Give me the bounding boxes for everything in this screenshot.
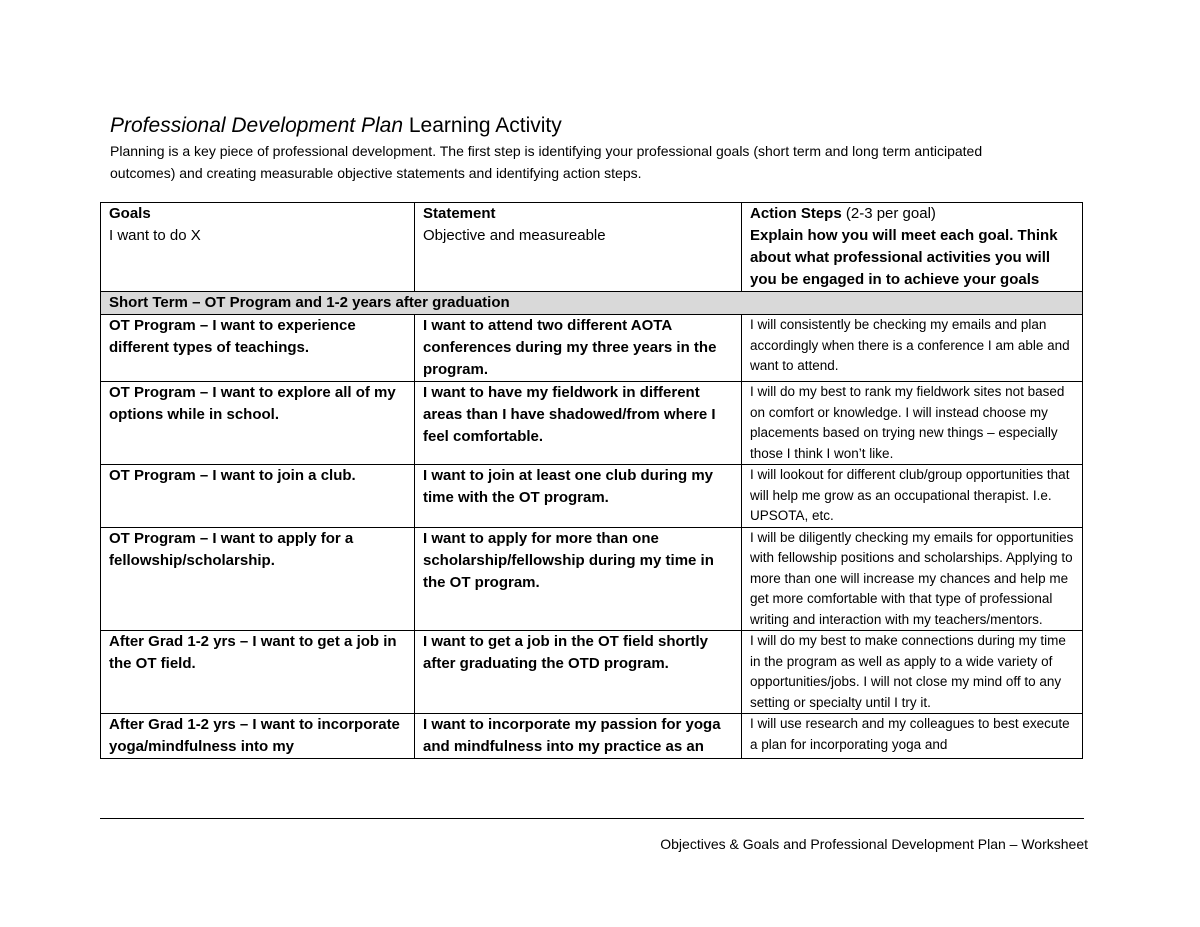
- intro-paragraph: [110, 140, 1090, 184]
- title-rest: Learning Activity: [408, 114, 562, 137]
- goal-cell: OT Program – I want to apply for a fellowship/scholarship.: [101, 527, 415, 631]
- header-goals-sub: I want to do X: [109, 227, 201, 244]
- table-header-row: [101, 203, 1083, 292]
- header-statement: [415, 203, 742, 292]
- action-cell: I will do my best to rank my fieldwork sites not based on comfort or knowledge. I will instead choose my placements based on trying new things – especially those I think I won’t like.: [742, 382, 1083, 465]
- plan-table-container: [100, 202, 1084, 819]
- table-row: [101, 631, 1083, 714]
- table-row: [101, 527, 1083, 631]
- statement-cell: I want to apply for more than one scholarship/fellowship during my time in the OT program.: [415, 527, 742, 631]
- intro-line-1: Planning is a key piece of professional development. The first step is identifying your professional goals (short term and long term anticipated: [110, 143, 983, 159]
- document-title: [110, 113, 562, 139]
- table-row: [101, 382, 1083, 465]
- table-row: [101, 714, 1083, 759]
- action-cell: I will be diligently checking my emails for opportunities with fellowship positions and scholarships. Applying to more than one will increase my chances and help me get more comfortable with that type of professional writing and interaction with my teachers/mentors.: [742, 527, 1083, 631]
- plan-table: [100, 202, 1083, 759]
- title-italic: Professional Development Plan: [110, 114, 403, 137]
- goal-cell: OT Program – I want to explore all of my options while in school.: [101, 382, 415, 465]
- action-cell: I will consistently be checking my emails and plan accordingly when there is a conference I am able and want to attend.: [742, 315, 1083, 382]
- action-cell: I will do my best to make connections during my time in the program as well as apply to a wide variety of opportunities/jobs. I will not close my mind off to any setting or specialty until I try it.: [742, 631, 1083, 714]
- statement-cell: I want to have my fieldwork in different areas than I have shadowed/from where I feel comfortable.: [415, 382, 742, 465]
- section-short-term: Short Term – OT Program and 1-2 years after graduation: [101, 292, 1083, 315]
- table-row: [101, 315, 1083, 382]
- page-footer: Objectives & Goals and Professional Development Plan – Worksheet: [660, 836, 1088, 852]
- statement-cell: I want to attend two different AOTA conferences during my three years in the program.: [415, 315, 742, 382]
- header-action-paren: (2-3 per goal): [845, 205, 936, 222]
- header-statement-title: Statement: [423, 205, 496, 222]
- goal-cell: OT Program – I want to experience different types of teachings.: [101, 315, 415, 382]
- action-cell: I will use research and my colleagues to best execute a plan for incorporating yoga and: [742, 714, 1083, 759]
- statement-cell: I want to incorporate my passion for yoga and mindfulness into my practice as an: [415, 714, 742, 759]
- intro-line-2: outcomes) and creating measurable objective statements and identifying action steps.: [110, 165, 642, 181]
- goal-cell: After Grad 1-2 yrs – I want to get a job in the OT field.: [101, 631, 415, 714]
- header-goals-title: Goals: [109, 205, 151, 222]
- statement-cell: I want to join at least one club during my time with the OT program.: [415, 465, 742, 528]
- goal-cell: After Grad 1-2 yrs – I want to incorporate yoga/mindfulness into my: [101, 714, 415, 759]
- table-row: [101, 465, 1083, 528]
- header-action: [742, 203, 1083, 292]
- header-goals: [101, 203, 415, 292]
- header-action-title: Action Steps: [750, 205, 842, 222]
- header-statement-sub: Objective and measureable: [423, 227, 606, 244]
- goal-cell: OT Program – I want to join a club.: [101, 465, 415, 528]
- statement-cell: I want to get a job in the OT field shortly after graduating the OTD program.: [415, 631, 742, 714]
- action-cell: I will lookout for different club/group opportunities that will help me grow as an occupational therapist. I.e. UPSOTA, etc.: [742, 465, 1083, 528]
- header-action-sub: Explain how you will meet each goal. Think about what professional activities you will you be engaged in to achieve your goals: [750, 227, 1058, 288]
- section-row: [101, 292, 1083, 315]
- header-action-line: [750, 203, 1076, 225]
